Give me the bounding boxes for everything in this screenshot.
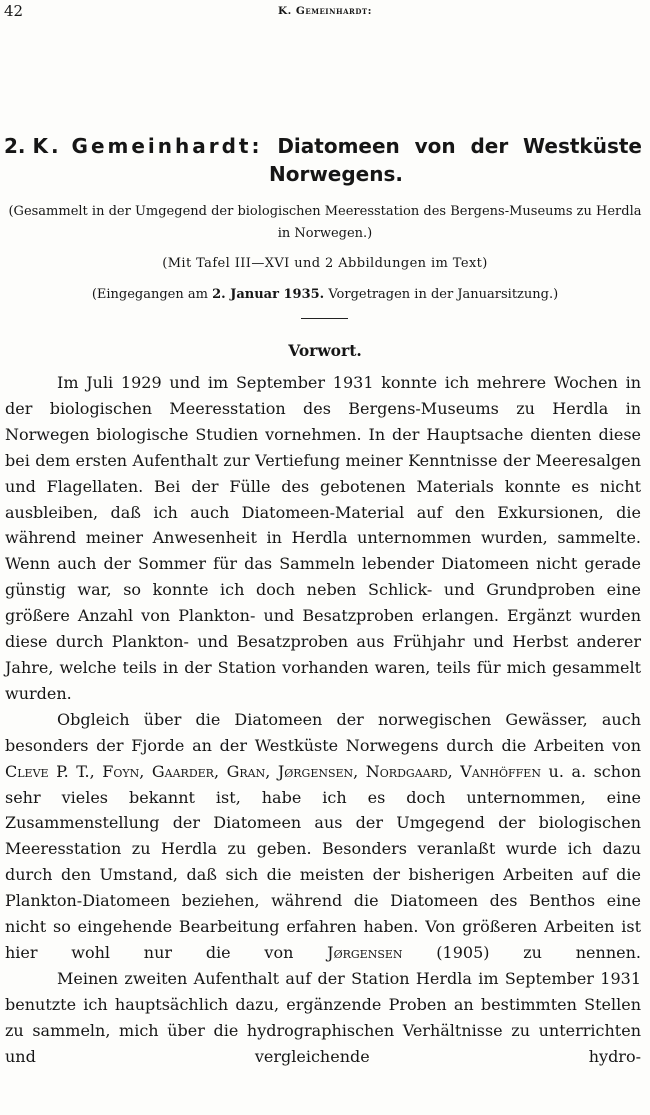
collection-note: (Gesammelt in der Umgegend der biologischen Meeresstation des Bergens-Museums zu Herdla in Norwegen.) — [8, 204, 642, 241]
section-heading: Vorwort. — [288, 341, 362, 360]
title-line-2: Norwegens. — [268, 162, 403, 186]
article-title — [4, 132, 642, 188]
title-word: von — [414, 134, 456, 158]
received-note: (Eingegangen am 2. Januar 1935. Vorgetragen in der Januarsitzung.) — [91, 287, 559, 302]
author-name: Jørgensen — [327, 942, 403, 962]
title-word: Westküste — [523, 134, 642, 158]
title-word: der — [470, 134, 509, 158]
paragraph-1: Im Juli 1929 und im September 1931 konnte ich mehrere Wochen in der biologischen Meeresstation des Bergens-Museums zu Herdla in Norwegen biologische Studien vornehmen. In der Hauptsache dienten diese bei dem ersten Aufenthalt zur Vertiefung meiner Kenntnisse der Meeresalgen und Flagellaten. Bei der Fülle des gebotenen Materials konnte es nicht ausbleiben, daß ich auch Diatomeen-Material auf den Exkursionen, die während meiner Anwesenheit in Herdla unternommen wurden, sammelte. Wenn auch der Sommer für das Sammeln lebender Diatomeen nicht gerade günstig war, so konnte ich doch neben Schlick- und Grundproben eine größere Anzahl von Plankton- und Besatzproben erlangen. Ergänzt wurden diese durch Plankton- und Besatzproben aus Frühjahr und Herbst anderer Jahre, welche teils in der Station vorhanden waren, teils für mich gesammelt wurden. — [5, 373, 641, 703]
title-author-name: K. Gemeinhardt: — [32, 134, 263, 158]
author-names: Cleve P. T., Foyn, Gaarder, Gran, Jørgensen, Nordgaard, Vanhöffen — [5, 761, 541, 781]
paragraph-3: Meinen zweiten Aufenthalt auf der Station Herdla im September 1931 benutzte ich hauptsächlich dazu, ergänzende Proben an bestimmten Stellen zu sammeln, mich über die hydrographischen Verhältnisse zu unterrichten und vergleichende hydro- — [5, 968, 641, 1066]
paragraph-2: Obgleich über die Diatomeen der norwegischen Gewässer, auch besonders der Fjorde an der Westküste Norwegens durch die Arbeiten von Cleve P. T., Foyn, Gaarder, Gran, Jørgensen, Nordgaard, Vanhöffen u. a. schon sehr vieles bekannt ist, habe ich es doch unternommen, eine Zusammenstellung der Diatomeen aus der Umgegend der biologischen Meeresstation zu Herdla zu geben. Besonders veranlaßt wurde ich dazu durch den Umstand, daß sich die meisten der bisherigen Arbeiten auf die Plankton-Diatomeen beziehen, während die Diatomeen des Benthos eine nicht so eingehende Bearbeitung erfahren haben. Von größeren Arbeiten ist hier wohl nur die von Jørgensen (1905) zu nennen. — [5, 709, 642, 962]
title-word: Diatomeen — [277, 134, 400, 158]
page-header — [0, 0, 650, 22]
title-line-1 — [4, 132, 642, 160]
running-head — [0, 3, 650, 18]
divider-rule — [301, 318, 348, 319]
page-number: 42 — [4, 2, 24, 20]
received-date: 2. Januar 1935. — [212, 287, 325, 302]
plates-note: (Mit Tafel III—XVI und 2 Abbildungen im Text) — [162, 256, 488, 271]
article-number: 2. — [4, 134, 26, 158]
body-text — [5, 370, 641, 1069]
title-author — [4, 132, 263, 160]
running-head-text: K. Gemeinhardt: — [277, 5, 372, 17]
